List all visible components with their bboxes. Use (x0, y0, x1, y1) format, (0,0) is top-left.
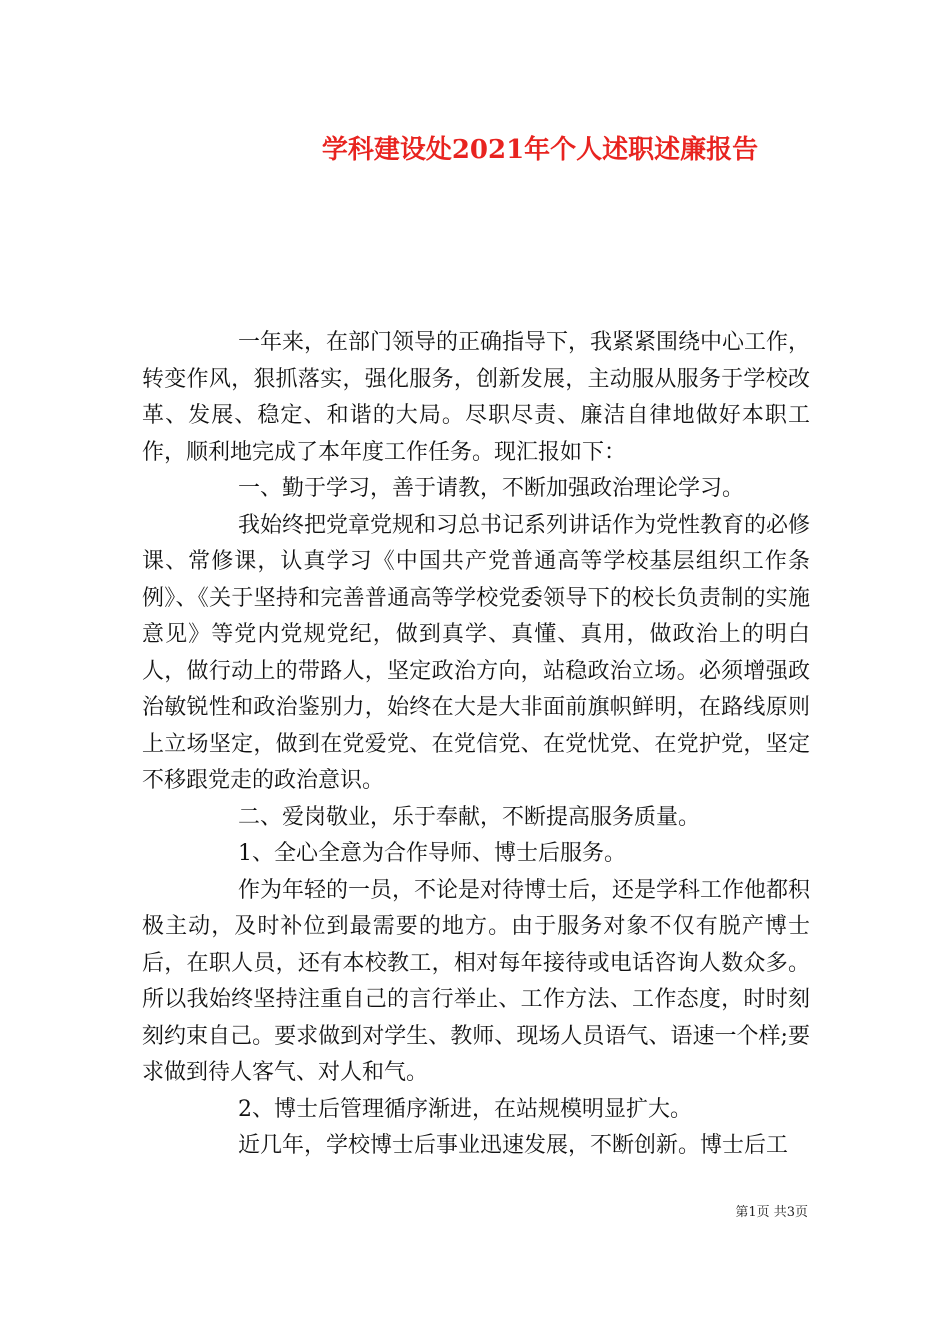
document-title: 学科建设处2021年个人述职述廉报告 (321, 135, 759, 165)
section-heading-2: 二、爱岗敬业，乐于奉献，不断提高服务质量。 (238, 804, 701, 830)
subsection-heading-2: 2、博士后管理循序渐进，在站规模明显扩大。 (238, 1096, 692, 1122)
paragraph-postdoc: 近几年，学校博士后事业迅速发展，不断创新。博士后工 (238, 1133, 789, 1158)
subsection-heading-1: 1、全心全意为合作导师、博士后服务。 (238, 841, 626, 866)
page-number: 第1页 共3页 (735, 1205, 808, 1220)
paragraph-study: 我始终把党章党规和习总书记系列讲话作为党性教育的必修课、常修课，认真学习《中国共产党普通高等学校基层组织工作条例》、《关于坚持和完善普通高等学校党委领导下的校长负责制的实施意见》等党内党规党纪，做到真学、真懂、真用，做政治上的明白人，做行动上的带路人，坚定政治方向，站稳政治立场。必须增强政治敏锐性和政治鉴别力，始终在大是大非面前旗帜鲜明，在路线原则上立场坚定，做到在党爱党、在党信党、在党忧党、在党护党，坚定不移跟党走的政治意识。 (142, 512, 811, 793)
document-body (142, 325, 810, 1165)
paragraph-intro: 一年来，在部门领导的正确指导下，我紧紧围绕中心工作，转变作风，狠抓落实，强化服务，创新发展，主动服从服务于学校改革、发展、稳定、和谐的大局。尽职尽责、廉洁自律地做好本职工作，顺利地完成了本年度工作任务。现汇报如下： (142, 330, 811, 465)
paragraph-service: 作为年轻的一员，不论是对待博士后，还是学科工作他都积极主动，及时补位到最需要的地方。由于服务对象不仅有脱产博士后，在职人员，还有本校教工，相对每年接待或电话咨询人数众多。所以我始终坚持注重自己的言行举止、工作方法、工作态度，时时刻刻约束自己。要求做到对学生、教师、现场人员语气、语速一个样;要求做到待人客气、对人和气。 (142, 877, 811, 1085)
section-heading-1: 一、勤于学习，善于请教，不断加强政治理论学习。 (238, 476, 745, 501)
